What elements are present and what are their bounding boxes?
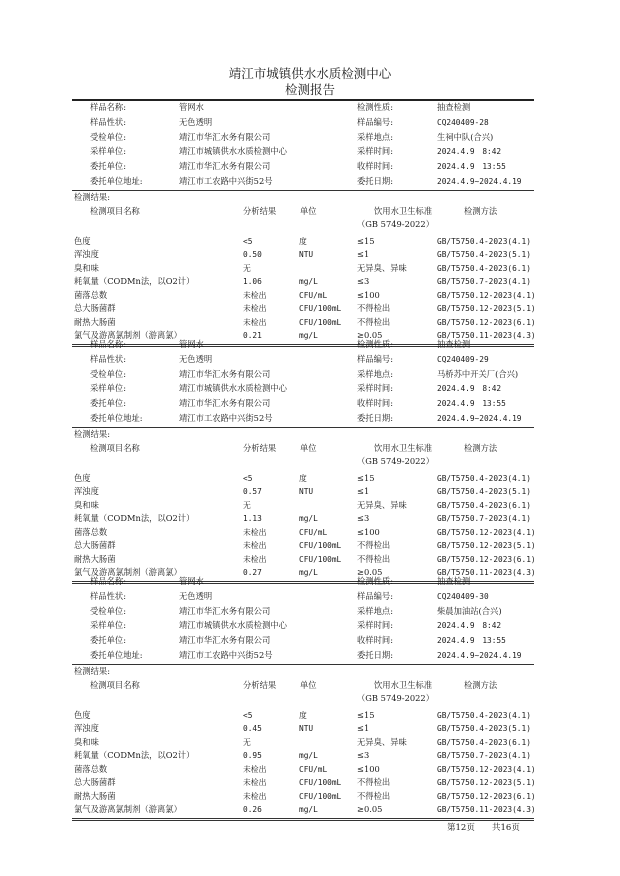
field-label-sample-state: 样品性状: bbox=[90, 116, 126, 127]
field-value-entrusting-address: 靖江市工农路中兴街52号 bbox=[179, 413, 273, 423]
field-label-sample-name: 样品名称: bbox=[90, 339, 126, 349]
column-header-standard: 饮用水卫生标准 bbox=[374, 205, 433, 216]
result-item-name: 臭和味 bbox=[74, 499, 99, 510]
result-method: GB/T5750.12-2023(4.1) bbox=[437, 527, 536, 537]
result-item-name: 氯气及游离氯制剂（游离氯） bbox=[74, 804, 182, 815]
column-header-result: 分析结果 bbox=[243, 205, 277, 216]
result-value: 未检出 bbox=[243, 290, 267, 300]
result-method: GB/T5750.7-2023(4.1) bbox=[437, 751, 531, 761]
field-label-receipt-time: 收样时间: bbox=[357, 635, 393, 646]
field-value-sampling-place: 柴晨加油站(合兴) bbox=[437, 605, 502, 616]
result-unit: 度 bbox=[299, 710, 307, 720]
field-value-entrust-date: 2024.4.9~2024.4.19 bbox=[437, 177, 522, 186]
field-label-sampling-time: 采样时间: bbox=[357, 146, 393, 157]
column-header-item: 检测项目名称 bbox=[90, 205, 140, 216]
result-method: GB/T5750.4-2023(6.1) bbox=[437, 263, 531, 273]
column-header-unit: 单位 bbox=[300, 205, 317, 216]
result-item-name: 总大肠菌群 bbox=[74, 303, 116, 314]
result-value: 0.27 bbox=[243, 568, 262, 578]
result-item-name: 氯气及游离氯制剂（游离氯） bbox=[74, 567, 182, 578]
result-unit: CFU/100mL bbox=[299, 791, 342, 801]
result-value: 未检出 bbox=[243, 541, 267, 551]
field-label-entrust-date: 委托日期: bbox=[357, 176, 393, 186]
result-item-name: 总大肠菌群 bbox=[74, 777, 116, 788]
field-label-sampling-place: 采样地点: bbox=[357, 131, 393, 142]
result-item-name: 总大肠菌群 bbox=[74, 540, 116, 551]
result-method: GB/T5750.4-2023(4.1) bbox=[437, 473, 531, 483]
column-header-item: 检测项目名称 bbox=[90, 442, 140, 453]
column-header-standard: 饮用水卫生标准 bbox=[374, 442, 433, 453]
result-item-name: 菌落总数 bbox=[74, 763, 108, 774]
divider bbox=[72, 664, 534, 665]
result-method: GB/T5750.4-2023(4.1) bbox=[437, 710, 531, 720]
field-value-sample-state: 无色透明 bbox=[179, 353, 213, 364]
field-value-inspected-unit: 靖江市华汇水务有限公司 bbox=[179, 368, 271, 379]
field-value-sample-state: 无色透明 bbox=[179, 116, 213, 127]
field-label-entrusting-unit: 委托单位: bbox=[90, 161, 126, 172]
divider bbox=[72, 190, 534, 191]
field-value-sampling-time: 2024.4.9 8:42 bbox=[437, 147, 502, 157]
results-heading: 检测结果: bbox=[74, 191, 110, 202]
result-item-name: 色度 bbox=[74, 472, 91, 483]
field-value-entrust-date: 2024.4.9~2024.4.19 bbox=[437, 414, 522, 423]
field-label-sample-no: 样品编号: bbox=[357, 590, 393, 601]
result-item-name: 耗氧量（CODMn法，以O2计） bbox=[74, 750, 195, 761]
result-item-name: 氯气及游离氯制剂（游离氯） bbox=[74, 330, 182, 341]
result-value: 1.06 bbox=[243, 277, 262, 287]
result-method: GB/T5750.12-2023(5.1) bbox=[437, 541, 536, 551]
field-label-receipt-time: 收样时间: bbox=[357, 398, 393, 409]
result-unit: mg/L bbox=[299, 805, 318, 815]
result-item-name: 臭和味 bbox=[74, 262, 99, 273]
result-method: GB/T5750.12-2023(6.1) bbox=[437, 791, 536, 801]
results-heading: 检测结果: bbox=[74, 428, 110, 439]
field-label-entrusting-address: 委托单位地址: bbox=[90, 176, 143, 186]
field-label-sample-name: 样品名称: bbox=[90, 102, 126, 112]
column-header-standard-ref: （GB 5749-2022） bbox=[357, 692, 434, 703]
result-item-name: 浑浊度 bbox=[74, 249, 99, 260]
result-standard: 不得检出 bbox=[357, 777, 391, 788]
result-value: <5 bbox=[243, 710, 253, 720]
result-method: GB/T5750.12-2023(4.1) bbox=[437, 764, 536, 774]
result-standard: ≤100 bbox=[357, 526, 380, 537]
result-item-name: 菌落总数 bbox=[74, 526, 108, 537]
field-label-entrust-date: 委托日期: bbox=[357, 413, 393, 423]
result-value: 未检出 bbox=[243, 764, 267, 774]
result-standard: ≤3 bbox=[357, 750, 370, 761]
result-standard: ≤3 bbox=[357, 513, 370, 524]
result-value: 未检出 bbox=[243, 778, 267, 788]
result-value: <5 bbox=[243, 473, 253, 483]
field-label-inspected-unit: 受检单位: bbox=[90, 605, 126, 616]
result-method: GB/T5750.11-2023(4.3) bbox=[437, 331, 536, 341]
field-value-entrusting-address: 靖江市工农路中兴街52号 bbox=[179, 176, 273, 186]
field-value-sample-state: 无色透明 bbox=[179, 590, 213, 601]
result-unit: mg/L bbox=[299, 751, 318, 761]
result-item-name: 色度 bbox=[74, 709, 91, 720]
result-standard: ≤1 bbox=[357, 723, 370, 734]
result-unit: mg/L bbox=[299, 331, 318, 341]
result-method: GB/T5750.4-2023(6.1) bbox=[437, 737, 531, 747]
result-unit: CFU/100mL bbox=[299, 778, 342, 788]
result-item-name: 色度 bbox=[74, 235, 91, 246]
result-value: 无 bbox=[243, 500, 251, 510]
field-label-sampling-place: 采样地点: bbox=[357, 368, 393, 379]
field-value-sampling-place: 马桥苏中开关厂(合兴) bbox=[437, 368, 519, 379]
result-unit: mg/L bbox=[299, 514, 318, 524]
field-value-entrusting-unit: 靖江市华汇水务有限公司 bbox=[179, 398, 271, 409]
result-method: GB/T5750.4-2023(5.1) bbox=[437, 487, 531, 497]
field-value-sampling-unit: 靖江市城镇供水水质检测中心 bbox=[179, 146, 287, 157]
field-label-sampling-time: 采样时间: bbox=[357, 383, 393, 394]
result-standard: 不得检出 bbox=[357, 540, 391, 551]
result-method: GB/T5750.11-2023(4.3) bbox=[437, 568, 536, 578]
column-header-method: 检测方法 bbox=[464, 442, 498, 453]
column-header-result: 分析结果 bbox=[243, 442, 277, 453]
result-standard: ≤1 bbox=[357, 486, 370, 497]
result-unit: CFU/100mL bbox=[299, 554, 342, 564]
field-value-sample-name: 管网水 bbox=[179, 102, 204, 112]
result-standard: ≥0.05 bbox=[357, 330, 383, 341]
result-method: GB/T5750.12-2023(5.1) bbox=[437, 778, 536, 788]
column-header-item: 检测项目名称 bbox=[90, 679, 140, 690]
result-item-name: 浑浊度 bbox=[74, 723, 99, 734]
page-total: 共16页 bbox=[492, 823, 520, 833]
field-value-entrusting-address: 靖江市工农路中兴街52号 bbox=[179, 650, 273, 660]
field-label-sampling-unit: 采样单位: bbox=[90, 620, 126, 631]
result-method: GB/T5750.11-2023(4.3) bbox=[437, 805, 536, 815]
field-label-entrusting-unit: 委托单位: bbox=[90, 398, 126, 409]
result-standard: 无异臭、异味 bbox=[357, 262, 407, 273]
result-value: 0.21 bbox=[243, 331, 262, 341]
field-label-sample-no: 样品编号: bbox=[357, 353, 393, 364]
result-unit: CFU/100mL bbox=[299, 304, 342, 314]
result-unit: NTU bbox=[299, 487, 314, 497]
field-value-inspected-unit: 靖江市华汇水务有限公司 bbox=[179, 131, 271, 142]
field-value-inspected-unit: 靖江市华汇水务有限公司 bbox=[179, 605, 271, 616]
column-header-unit: 单位 bbox=[300, 679, 317, 690]
field-label-sample-no: 样品编号: bbox=[357, 116, 393, 127]
result-item-name: 菌落总数 bbox=[74, 289, 108, 300]
divider bbox=[72, 818, 534, 821]
result-value: 无 bbox=[243, 263, 251, 273]
field-value-receipt-time: 2024.4.9 13:55 bbox=[437, 162, 506, 172]
field-label-test-nature: 检测性质: bbox=[357, 339, 393, 349]
field-value-sample-no: CQ240409-29 bbox=[437, 354, 489, 364]
result-item-name: 耐热大肠菌 bbox=[74, 316, 116, 327]
result-value: 0.50 bbox=[243, 250, 262, 260]
result-standard: ≤15 bbox=[357, 472, 375, 483]
result-value: 0.57 bbox=[243, 487, 262, 497]
field-label-entrust-date: 委托日期: bbox=[357, 650, 393, 660]
field-label-inspected-unit: 受检单位: bbox=[90, 131, 126, 142]
result-method: GB/T5750.7-2023(4.1) bbox=[437, 514, 531, 524]
result-item-name: 耗氧量（CODMn法，以O2计） bbox=[74, 513, 195, 524]
result-method: GB/T5750.4-2023(6.1) bbox=[437, 500, 531, 510]
result-unit: CFU/mL bbox=[299, 290, 328, 300]
result-value: <5 bbox=[243, 236, 253, 246]
result-item-name: 耗氧量（CODMn法，以O2计） bbox=[74, 276, 195, 287]
result-method: GB/T5750.12-2023(4.1) bbox=[437, 290, 536, 300]
report-title: 靖江市城镇供水水质检测中心 bbox=[228, 66, 392, 81]
result-standard: ≤100 bbox=[357, 289, 380, 300]
field-label-sampling-time: 采样时间: bbox=[357, 620, 393, 631]
result-unit: mg/L bbox=[299, 277, 318, 287]
result-standard: 不得检出 bbox=[357, 303, 391, 314]
field-value-sample-no: CQ240409-28 bbox=[437, 117, 489, 127]
field-label-sampling-unit: 采样单位: bbox=[90, 383, 126, 394]
result-standard: 不得检出 bbox=[357, 553, 391, 564]
result-standard: ≤3 bbox=[357, 276, 370, 287]
result-value: 未检出 bbox=[243, 554, 267, 564]
field-label-sample-state: 样品性状: bbox=[90, 353, 126, 364]
field-value-sample-name: 管网水 bbox=[179, 339, 204, 349]
result-item-name: 耐热大肠菌 bbox=[74, 790, 116, 801]
result-value: 0.95 bbox=[243, 751, 262, 761]
result-value: 0.26 bbox=[243, 805, 262, 815]
result-item-name: 臭和味 bbox=[74, 736, 99, 747]
result-unit: mg/L bbox=[299, 568, 318, 578]
field-label-receipt-time: 收样时间: bbox=[357, 161, 393, 172]
result-standard: ≤1 bbox=[357, 249, 370, 260]
field-value-sample-name: 管网水 bbox=[179, 576, 204, 586]
result-standard: 不得检出 bbox=[357, 316, 391, 327]
field-label-test-nature: 检测性质: bbox=[357, 576, 393, 586]
column-header-standard-ref: （GB 5749-2022） bbox=[357, 218, 434, 229]
field-label-sample-state: 样品性状: bbox=[90, 590, 126, 601]
field-label-sample-name: 样品名称: bbox=[90, 576, 126, 586]
result-value: 未检出 bbox=[243, 317, 267, 327]
field-value-test-nature: 抽查检测 bbox=[437, 102, 471, 112]
results-heading: 检测结果: bbox=[74, 665, 110, 676]
column-header-standard-ref: （GB 5749-2022） bbox=[357, 455, 434, 466]
result-method: GB/T5750.4-2023(5.1) bbox=[437, 250, 531, 260]
report-subtitle: 检测报告 bbox=[284, 82, 335, 97]
result-unit: CFU/100mL bbox=[299, 317, 342, 327]
field-value-sampling-unit: 靖江市城镇供水水质检测中心 bbox=[179, 620, 287, 631]
result-method: GB/T5750.12-2023(6.1) bbox=[437, 554, 536, 564]
result-standard: ≥0.05 bbox=[357, 567, 383, 578]
field-label-test-nature: 检测性质: bbox=[357, 102, 393, 112]
result-value: 未检出 bbox=[243, 527, 267, 537]
result-value: 0.45 bbox=[243, 724, 262, 734]
column-header-method: 检测方法 bbox=[464, 205, 498, 216]
result-standard: 不得检出 bbox=[357, 790, 391, 801]
result-value: 未检出 bbox=[243, 304, 267, 314]
result-unit: 度 bbox=[299, 473, 307, 483]
result-unit: CFU/100mL bbox=[299, 541, 342, 551]
result-standard: ≤15 bbox=[357, 709, 375, 720]
column-header-standard: 饮用水卫生标准 bbox=[374, 679, 433, 690]
result-method: GB/T5750.4-2023(4.1) bbox=[437, 236, 531, 246]
column-header-unit: 单位 bbox=[300, 442, 317, 453]
field-value-sampling-time: 2024.4.9 8:42 bbox=[437, 384, 502, 394]
result-value: 1.13 bbox=[243, 514, 262, 524]
field-value-entrusting-unit: 靖江市华汇水务有限公司 bbox=[179, 635, 271, 646]
column-header-method: 检测方法 bbox=[464, 679, 498, 690]
result-standard: 无异臭、异味 bbox=[357, 499, 407, 510]
field-value-test-nature: 抽查检测 bbox=[437, 576, 471, 586]
field-label-entrusting-address: 委托单位地址: bbox=[90, 650, 143, 660]
result-standard: ≤15 bbox=[357, 235, 375, 246]
result-unit: NTU bbox=[299, 724, 314, 734]
page-number: 第12页 bbox=[447, 823, 475, 833]
result-unit: NTU bbox=[299, 250, 314, 260]
result-method: GB/T5750.12-2023(6.1) bbox=[437, 317, 536, 327]
result-method: GB/T5750.7-2023(4.1) bbox=[437, 277, 531, 287]
field-value-entrust-date: 2024.4.9~2024.4.19 bbox=[437, 651, 522, 660]
result-unit: 度 bbox=[299, 236, 307, 246]
field-label-entrusting-address: 委托单位地址: bbox=[90, 413, 143, 423]
field-value-sampling-time: 2024.4.9 8:42 bbox=[437, 621, 502, 631]
divider bbox=[72, 427, 534, 428]
result-method: GB/T5750.12-2023(5.1) bbox=[437, 304, 536, 314]
result-value: 未检出 bbox=[243, 791, 267, 801]
result-standard: ≥0.05 bbox=[357, 804, 383, 815]
field-value-receipt-time: 2024.4.9 13:55 bbox=[437, 399, 506, 409]
field-value-sampling-place: 生祠中队(合兴) bbox=[437, 131, 494, 142]
field-label-inspected-unit: 受检单位: bbox=[90, 368, 126, 379]
result-method: GB/T5750.4-2023(5.1) bbox=[437, 724, 531, 734]
field-value-sampling-unit: 靖江市城镇供水水质检测中心 bbox=[179, 383, 287, 394]
field-value-entrusting-unit: 靖江市华汇水务有限公司 bbox=[179, 161, 271, 172]
field-label-entrusting-unit: 委托单位: bbox=[90, 635, 126, 646]
result-unit: CFU/mL bbox=[299, 527, 328, 537]
field-label-sampling-place: 采样地点: bbox=[357, 605, 393, 616]
result-item-name: 浑浊度 bbox=[74, 486, 99, 497]
field-label-sampling-unit: 采样单位: bbox=[90, 146, 126, 157]
result-value: 无 bbox=[243, 737, 251, 747]
field-value-sample-no: CQ240409-30 bbox=[437, 591, 489, 601]
column-header-result: 分析结果 bbox=[243, 679, 277, 690]
result-standard: ≤100 bbox=[357, 763, 380, 774]
field-value-test-nature: 抽查检测 bbox=[437, 339, 471, 349]
result-unit: CFU/mL bbox=[299, 764, 328, 774]
result-item-name: 耐热大肠菌 bbox=[74, 553, 116, 564]
field-value-receipt-time: 2024.4.9 13:55 bbox=[437, 636, 506, 646]
result-standard: 无异臭、异味 bbox=[357, 736, 407, 747]
